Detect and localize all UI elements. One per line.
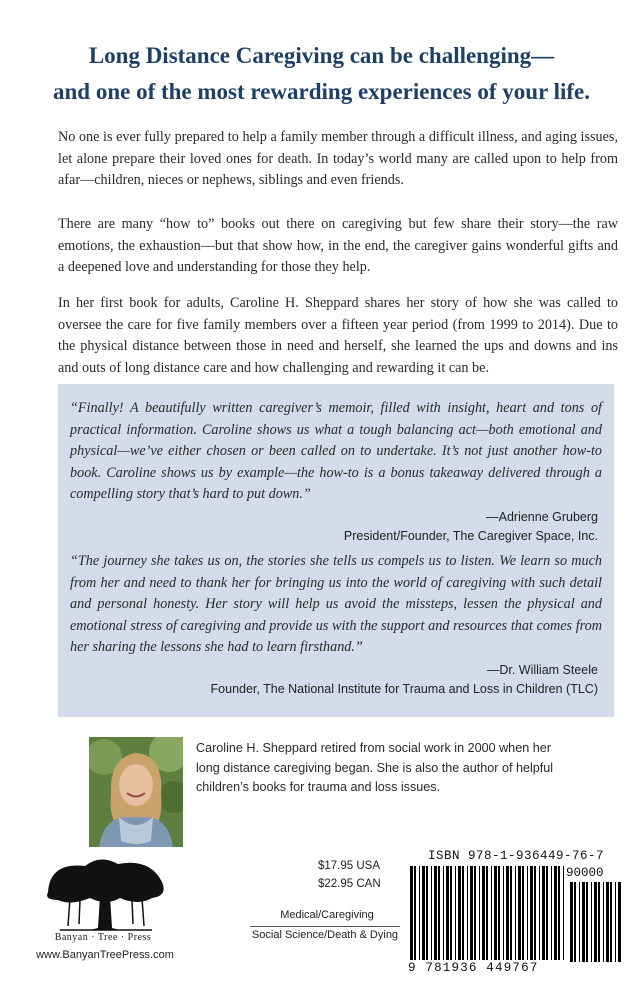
headline-line-1: Long Distance Caregiving can be challenging— [88, 43, 555, 68]
publisher-url: www.BanyanTreePress.com [36, 949, 174, 961]
barcode-bar [591, 882, 592, 962]
barcode-bar [510, 866, 512, 960]
ean-barcode [408, 866, 568, 962]
prices [318, 857, 408, 893]
category-primary: Medical/Caregiving [280, 909, 374, 921]
barcode-bar [450, 866, 452, 960]
addon-barcode [568, 882, 624, 962]
barcode-bar [610, 882, 612, 962]
barcode-bar [554, 866, 557, 960]
barcode-bar [527, 866, 528, 960]
headline-line-2: and one of the most rewarding experiences of your life. [52, 79, 591, 104]
barcode-bar [598, 882, 600, 962]
barcode-bar [603, 882, 604, 962]
barcode-bar [522, 866, 524, 960]
barcode-bar [518, 866, 521, 960]
testimonial-title-2: Founder, The National Institute for Trauma and Loss in Children (TLC) [210, 682, 598, 696]
barcode-bar [579, 882, 580, 962]
price-can: $22.95 CAN [318, 878, 381, 890]
barcode-bar [431, 866, 432, 960]
barcode-bar [434, 866, 437, 960]
isbn-label: ISBN 978-1-936449-76-7 [427, 849, 605, 863]
barcode-bar [467, 866, 468, 960]
testimonial-attribution-2 [211, 661, 598, 699]
paragraph-intro: No one is ever fully prepared to help a family member through a difficult illness, and aging issues, let alone prepare their loved ones for death. In today’s world many are called upon to help from afar—children, nieces or nephews, siblings and even friends. [58, 129, 618, 188]
barcode-bar [542, 866, 545, 960]
barcode-bar [458, 866, 461, 960]
barcode-bar [410, 866, 413, 960]
barcode-bar [618, 882, 621, 962]
barcode-bar [486, 866, 488, 960]
publisher-name: Banyan · Tree · Press [54, 932, 152, 943]
barcode-bar [482, 866, 485, 960]
barcode-bar [515, 866, 516, 960]
barcode-bar [594, 882, 597, 962]
barcode-bar [586, 882, 588, 962]
barcode-bar [546, 866, 548, 960]
author-bio: Caroline H. Sheppard retired from social work in 2000 when her long distance caregiving began. She is also the author of helpful children’s books for trauma and loss issues. [196, 741, 554, 794]
barcode-bar [606, 882, 609, 962]
barcode-bar [422, 866, 425, 960]
barcode-bar [474, 866, 476, 960]
barcode-bar [506, 866, 509, 960]
barcode-bar [438, 866, 440, 960]
barcode-bar [494, 866, 497, 960]
testimonials-box [58, 384, 614, 717]
barcode-bar [539, 866, 540, 960]
testimonial-name-1: —Adrienne Gruberg [486, 510, 598, 524]
barcode-bar [455, 866, 456, 960]
barcode-bar [470, 866, 473, 960]
barcode-bar [582, 882, 585, 962]
barcode-bar [570, 882, 573, 962]
barcode-bar [443, 866, 444, 960]
barcode-bar [498, 866, 500, 960]
paragraph-how-to: There are many “how to” books out there on caregiving but few share their story—the raw emotions, the exhaustion—but that show how, in the end, the caregiver gains wonderful gifts and a deepened love and understanding for those they help. [58, 216, 618, 275]
testimonial-quote-1: “Finally! A beautifully written caregiver’s memoir, filled with insight, heart and tons of practical information. Caroline shows us what a tough balancing act—both emotional and physical—we’ve either chosen or been called on to undertake. It’s not just another how-to book. Caroline shows us by example—the how-to is a bonus takeaway delivered through a compelling story that’s hard to put down.” [70, 400, 602, 502]
paragraph-author-story: In her first book for adults, Caroline H. Sheppard shares her story of how she was called to oversee the care for five family members over a fifteen year period (from 1999 to 2014). Due to the physical distance between those in need and herself, she learned the ups and downs and ins and outs of long distance care and how challenging and rewarding it can be. [58, 295, 618, 376]
author-photo-image [89, 737, 183, 847]
testimonial-title-1: President/Founder, The Caregiver Space, Inc. [343, 529, 598, 543]
testimonial-quote-2: “The journey she takes us on, the stories she tells us compels us to listen. We learn so much from her and need to thank her for bringing us into the world of caregiving with such detail and personal honesty. Her story will help us avoid the missteps, lessen the physical and emotional stress of caregiving and provide us with the support and resources that comes from her sharing the lessons she had to learn firsthand.” [70, 553, 602, 655]
barcode-bar [558, 866, 560, 960]
category-divider [250, 926, 400, 927]
barcode-bar [551, 866, 552, 960]
barcode-bar [426, 866, 428, 960]
barcode-bar [491, 866, 492, 960]
barcode-bar [563, 866, 564, 960]
barcode-bar [503, 866, 504, 960]
price-usa: $17.95 USA [318, 860, 381, 872]
barcode-bar [462, 866, 464, 960]
headline [0, 38, 643, 110]
addon-code: 90000 [566, 866, 604, 880]
barcode-bar [479, 866, 480, 960]
barcode-bar [615, 882, 616, 962]
category-secondary: Social Science/Death & Dying [251, 929, 399, 941]
testimonial-attribution-1 [344, 508, 598, 546]
testimonial-name-2: —Dr. William Steele [486, 663, 598, 677]
barcode-bar [534, 866, 536, 960]
barcode-bar [574, 882, 576, 962]
barcode-bar [530, 866, 533, 960]
barcode-bar [419, 866, 420, 960]
barcode-bar [446, 866, 449, 960]
author-photo [89, 737, 183, 847]
ean-code: 9 781936 449767 [408, 961, 539, 975]
barcode-bar [414, 866, 416, 960]
